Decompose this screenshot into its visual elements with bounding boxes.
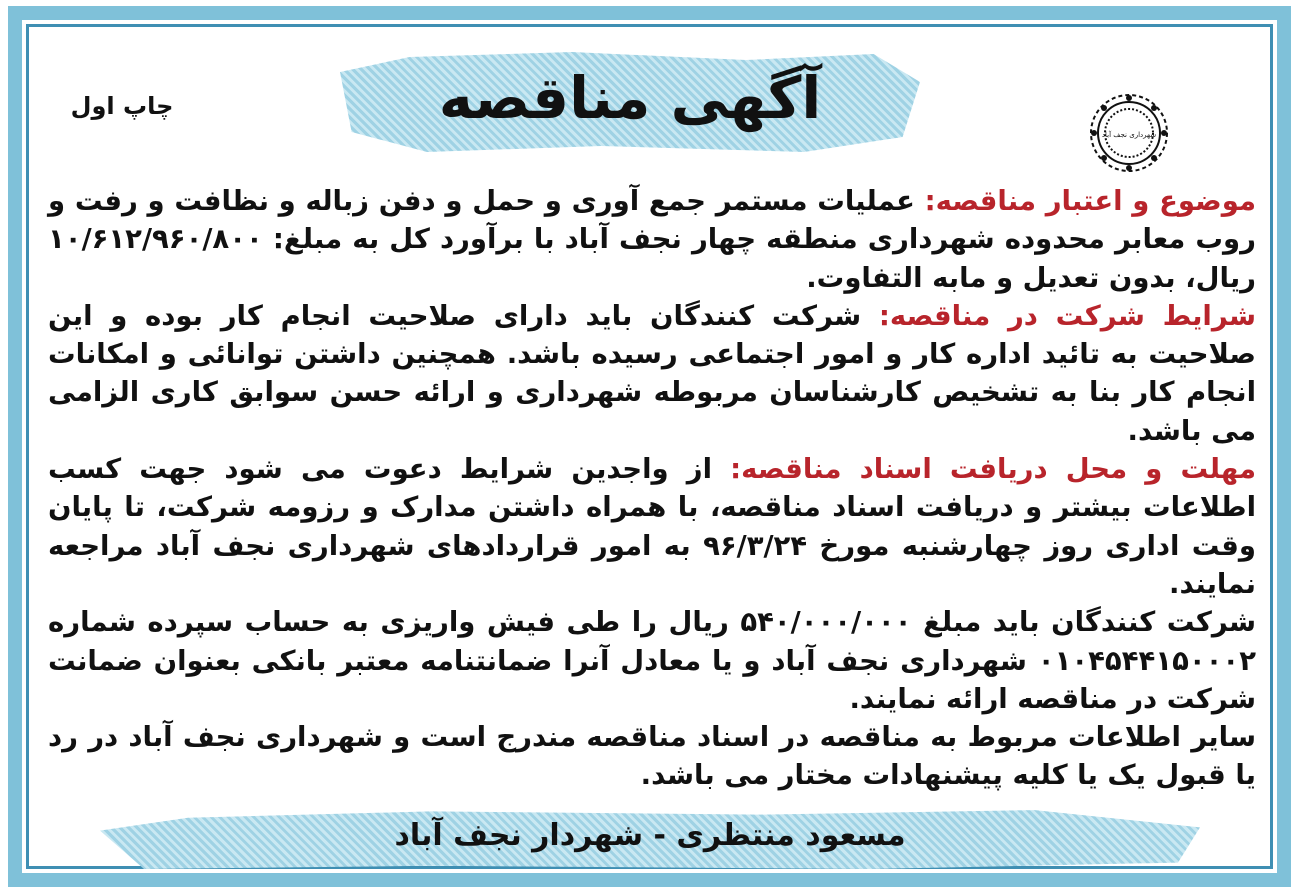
conditions-text: شرکت کنندگان باید دارای صلاحیت انجام کار بوده و این صلاحیت به تائید اداره کار و امور اجتماعی رسیده باشد. همچنین داشتن توانائی و امکانات انجام کار بنا به تشخیص کارشناسان مربوطه شهرداری و ارائه حسن سوابق کاری الزامی می باشد. <box>48 299 1256 447</box>
notice-body <box>48 182 1256 795</box>
logo-text: شهرداری نجف آباد <box>1101 131 1157 139</box>
subject-paragraph <box>48 182 1256 297</box>
rosette-icon <box>1088 92 1170 174</box>
subject-text: عملیات مستمر جمع آوری و حمل و دفن زباله و نظافت و رفت و روب معابر محدوده شهرداری منطقه چهار نجف آباد با برآورد کل به مبلغ: ۱۰/۶۱۲/۹۶۰/۸۰۰ ریال، بدون تعدیل و مابه التفاوت. <box>48 185 1256 294</box>
conditions-paragraph <box>48 297 1256 450</box>
other-info-paragraph: سایر اطلاعات مربوط به مناقصه در اسناد مناقصه مندرج است و شهرداری نجف آباد در رد یا قبول یک یا کلیه پیشنهادات مختار می باشد. <box>48 721 1256 792</box>
municipality-logo <box>1088 92 1170 174</box>
edition-label: چاپ اول <box>70 92 174 120</box>
deadline-paragraph <box>48 450 1256 603</box>
subject-heading: موضوع و اعتبار مناقصه: <box>924 185 1256 217</box>
guarantee-paragraph: شرکت کنندگان باید مبلغ ۵۴۰/۰۰۰/۰۰۰ ریال را طی فیش واریزی به حساب سپرده شماره ۰۱۰۴۵۴۴۱۵۰۰۰۲ شهرداری نجف آباد و یا معادل آنرا ضمانتنامه معتبر بانکی بعنوان ضمانت شرکت در مناقصه ارائه نمایند. <box>48 606 1256 715</box>
signature: مسعود منتظری - شهردار نجف آباد <box>394 818 906 853</box>
conditions-heading: شرایط شرکت در مناقصه: <box>878 299 1256 332</box>
notice-title: آگهی مناقصه <box>438 64 822 132</box>
deadline-heading: مهلت و محل دریافت اسناد مناقصه: <box>730 453 1256 486</box>
deadline-text: از واجدین شرایط دعوت می شود جهت کسب اطلاعات بیشتر و دریافت اسناد مناقصه، با همراه داشتن مدارک و رزومه شرکت، تا پایان وقت اداری روز چهارشنبه مورخ ۹۶/۳/۲۴ به امور قراردادهای شهرداری نجف آباد مراجعه نمایند. <box>48 453 1256 600</box>
